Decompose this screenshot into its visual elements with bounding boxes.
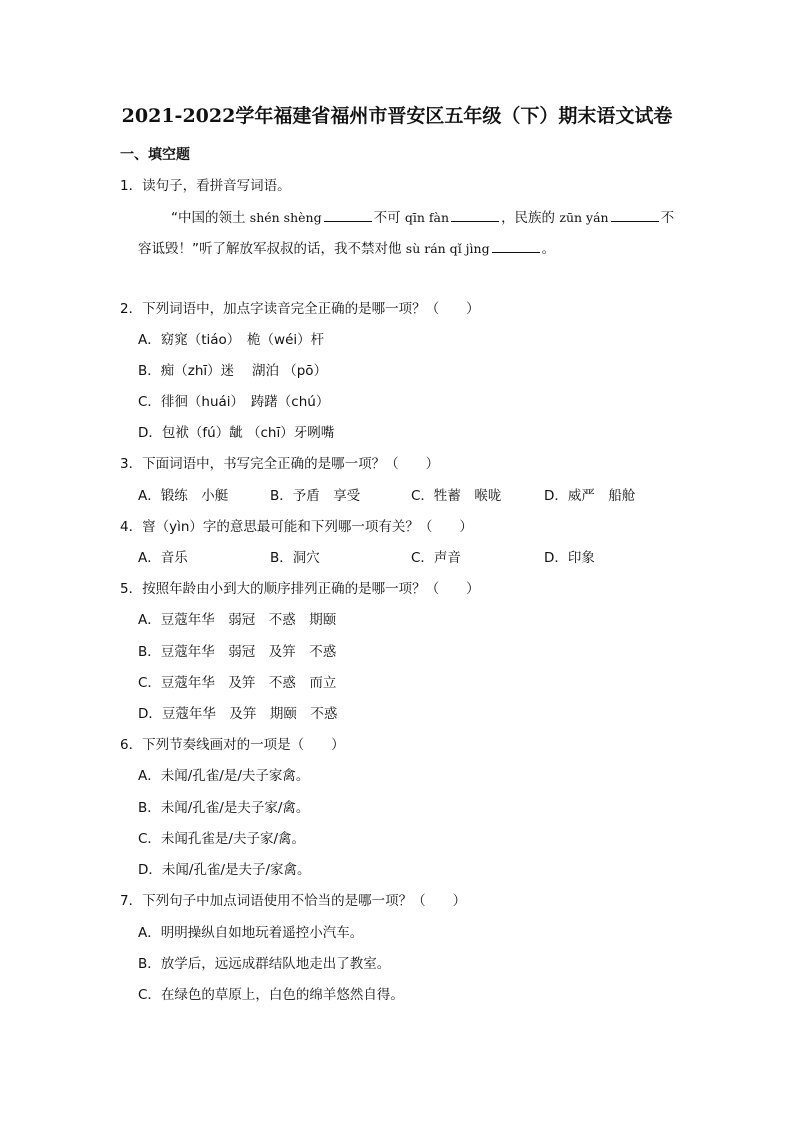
q1-blank-3[interactable] xyxy=(611,207,659,222)
q6-option-b[interactable]: B．未闻/孔雀/是夫子家/禽。 xyxy=(138,800,310,816)
q2-option-d[interactable]: D．包袱（fú）龇 （chī）牙咧嘴 xyxy=(138,425,335,441)
q1-pinyin-4: sù rán qǐ jìng xyxy=(405,241,490,256)
question-2-stem: 2．下列词语中，加点字读音完全正确的是哪一项？（ ） xyxy=(120,301,480,317)
q4-option-c[interactable]: C．声音 xyxy=(411,550,461,566)
q1-blank-2[interactable] xyxy=(451,207,499,222)
q3-option-c[interactable]: C．牲蓄 喉咙 xyxy=(411,488,502,504)
q2-option-c[interactable]: C．徘徊（huái） 踌躇（chú） xyxy=(138,394,330,410)
question-1-stem: 1．读句子，看拼音写词语。 xyxy=(120,178,291,194)
q6-option-a[interactable]: A．未闻/孔雀/是/夫子家禽。 xyxy=(138,768,310,784)
question-1-line-2 xyxy=(138,238,555,259)
q4-option-d[interactable]: D．印象 xyxy=(544,550,595,566)
question-6-stem: 6．下列节奏线画对的一项是（ ） xyxy=(120,737,345,753)
q3-option-a[interactable]: A．锻练 小艇 xyxy=(138,488,229,504)
q3-option-d[interactable]: D．威严 船舱 xyxy=(544,488,636,504)
q1-blank-1[interactable] xyxy=(324,207,372,222)
q3-options-row xyxy=(138,486,635,506)
q4-options-row xyxy=(138,548,595,568)
q5-option-d[interactable]: D．豆蔻年华 及笄 期颐 不惑 xyxy=(138,706,338,722)
q3-option-b[interactable]: B．予盾 享受 xyxy=(270,488,361,504)
q7-option-c[interactable]: C．在绿色的草原上，白色的绵羊悠然自得。 xyxy=(138,987,404,1003)
q6-option-c[interactable]: C．未闻孔雀是/夫子家/禽。 xyxy=(138,831,306,847)
question-1-line-1 xyxy=(171,207,674,228)
q1-text-a: “中国的领土 xyxy=(171,210,250,226)
q2-option-a[interactable]: A．窈窕（tiáo） 桅（wéi）杆 xyxy=(138,332,325,348)
q1-text-c: ，民族的 xyxy=(501,210,560,226)
q4-option-b[interactable]: B．洞穴 xyxy=(270,550,320,566)
section-heading: 一、填空题 xyxy=(120,147,190,163)
q5-option-a[interactable]: A．豆蔻年华 弱冠 不惑 期颐 xyxy=(138,612,337,628)
question-3-stem: 3．下面词语中，书写完全正确的是哪一项？（ ） xyxy=(120,456,440,472)
q1-text-f: 。 xyxy=(541,241,556,257)
question-7-stem: 7．下列句子中加点词语使用不恰当的是哪一项？（ ） xyxy=(120,893,467,909)
question-4-stem: 4．窨（yìn）字的意思最可能和下列哪一项有关？（ ） xyxy=(120,519,473,535)
question-5-stem: 5．按照年龄由小到大的顺序排列正确的是哪一项？（ ） xyxy=(120,581,480,597)
q5-option-b[interactable]: B．豆蔻年华 弱冠 及笄 不惑 xyxy=(138,644,337,660)
q6-option-d[interactable]: D．未闻/孔雀/是夫子/家禽。 xyxy=(138,862,311,878)
q4-option-a[interactable]: A．音乐 xyxy=(138,550,188,566)
q1-pinyin-3: zūn yán xyxy=(559,210,609,225)
q7-option-b[interactable]: B．放学后，远远成群结队地走出了教室。 xyxy=(138,956,391,972)
q7-option-a[interactable]: A．明明操纵自如地玩着遥控小汽车。 xyxy=(138,925,364,941)
q1-blank-4[interactable] xyxy=(492,238,540,253)
q1-pinyin-1: shén shèng xyxy=(249,210,322,225)
page-title: 2021-2022学年福建省福州市晋安区五年级（下）期末语文试卷 xyxy=(121,105,673,127)
q1-text-e: 容诋毁！”听了解放军叔叔的话，我不禁对他 xyxy=(138,241,406,257)
q1-text-b: 不可 xyxy=(373,210,405,226)
q1-pinyin-2: qīn fàn xyxy=(404,210,450,225)
q2-option-b[interactable]: B．痴（zhī）迷 湖泊 （pō） xyxy=(138,363,328,379)
q1-text-d: 不 xyxy=(660,210,675,226)
q5-option-c[interactable]: C．豆蔻年华 及笄 不惑 而立 xyxy=(138,675,337,691)
